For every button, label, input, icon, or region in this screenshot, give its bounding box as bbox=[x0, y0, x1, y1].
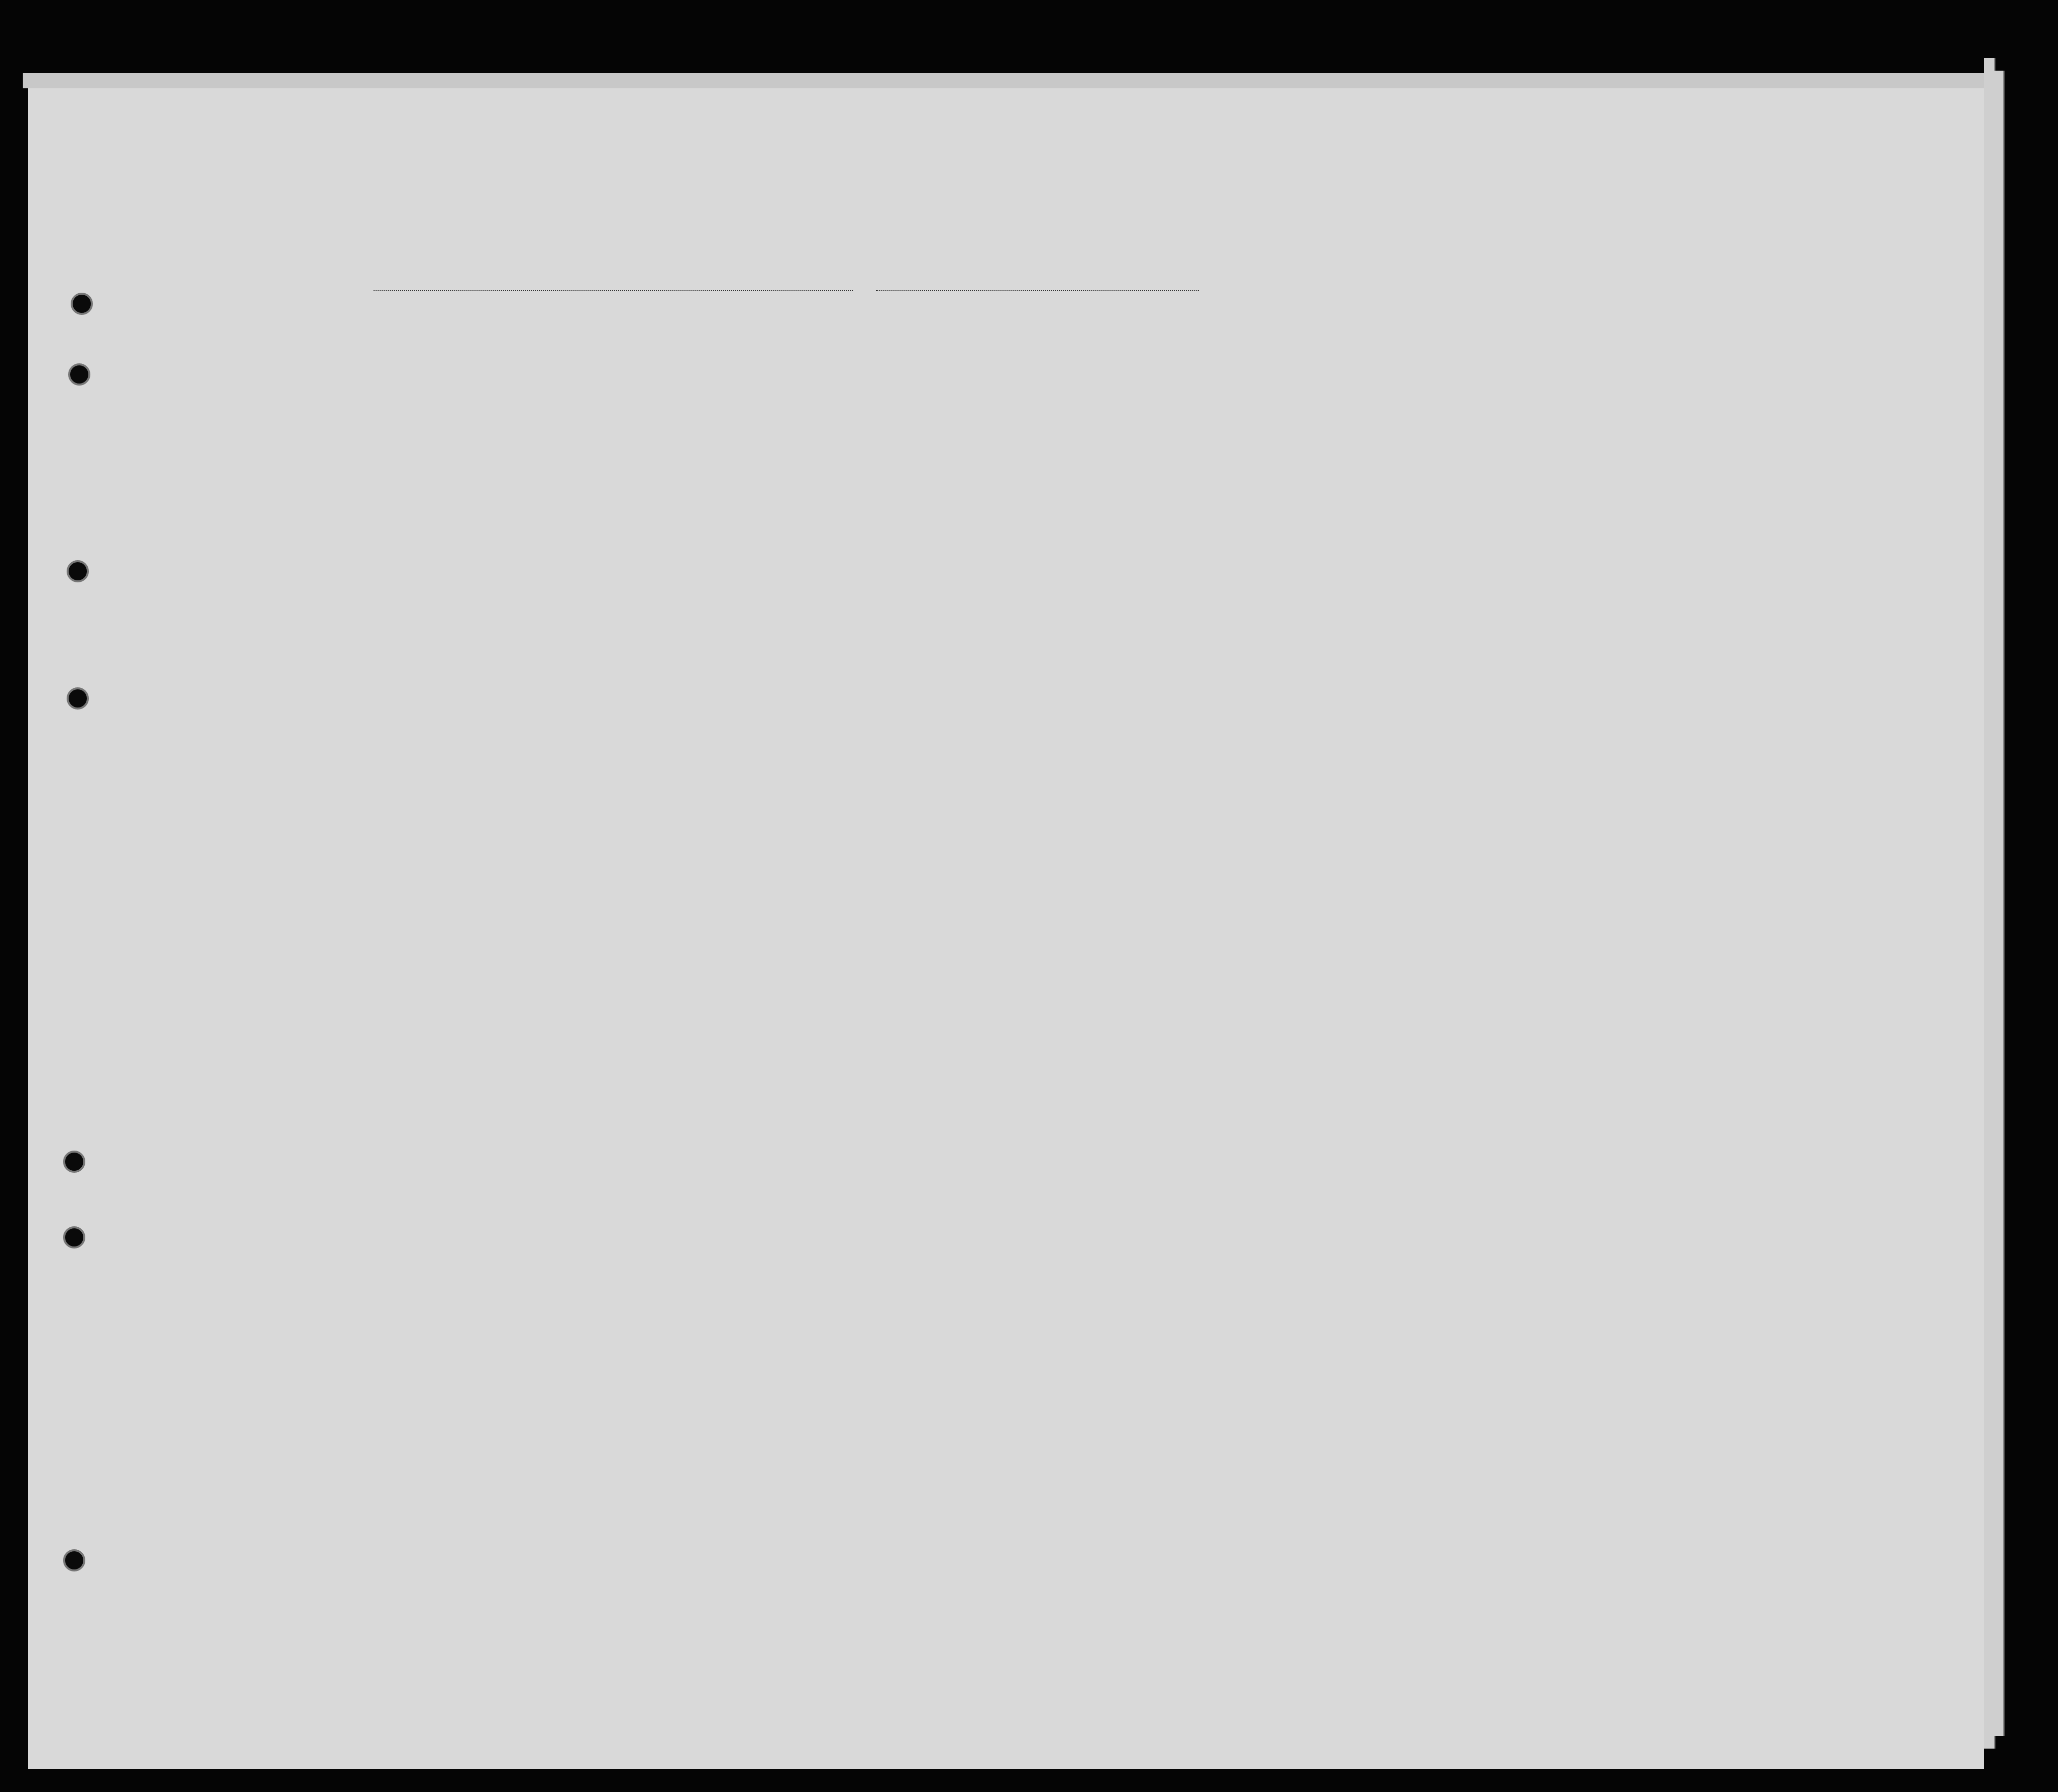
col-arrested bbox=[1502, 356, 1517, 469]
binder-hole bbox=[63, 1151, 85, 1173]
col-purpose-return bbox=[1176, 381, 1206, 469]
col-anarchist bbox=[1359, 356, 1375, 469]
binder-hole bbox=[67, 560, 89, 582]
col-possession-money bbox=[709, 353, 729, 469]
col-purpose-length bbox=[1217, 381, 1247, 469]
col-inches bbox=[1671, 434, 1686, 469]
binder-hole bbox=[63, 1226, 85, 1248]
col-feet bbox=[1647, 439, 1662, 469]
col-purpose-citizen bbox=[1252, 381, 1282, 469]
col-polygamist bbox=[1334, 356, 1349, 469]
col-offer bbox=[1441, 356, 1471, 469]
binder-hole bbox=[63, 1549, 85, 1571]
binder-hole bbox=[71, 293, 93, 315]
binder-hole bbox=[67, 687, 89, 710]
col-ticket bbox=[581, 353, 601, 469]
col-excluded bbox=[1479, 356, 1494, 469]
binder-hole bbox=[68, 363, 90, 386]
col-overthrow bbox=[1383, 356, 1439, 469]
col-prison bbox=[1290, 356, 1320, 469]
